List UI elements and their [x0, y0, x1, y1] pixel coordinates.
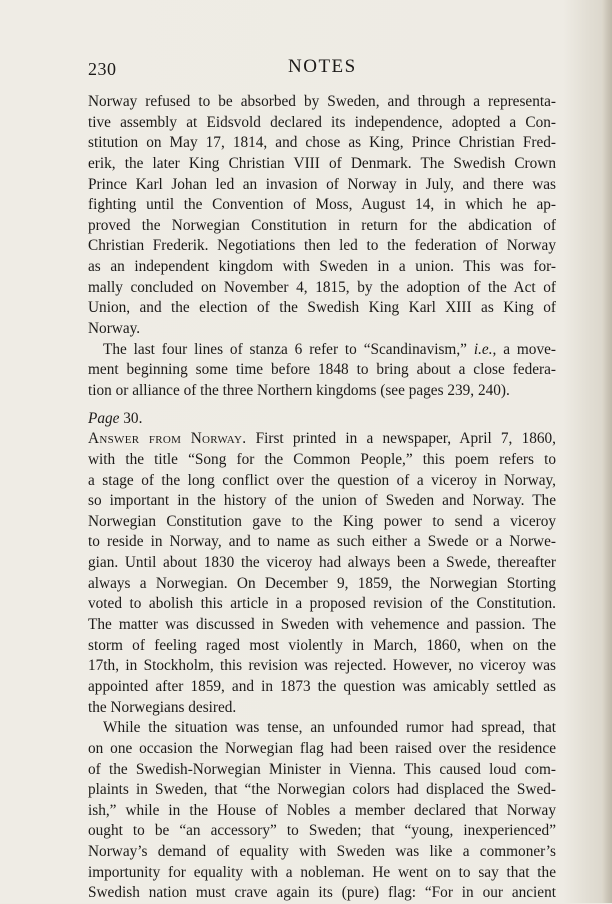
section-label [88, 409, 556, 430]
text-line: 17th, in Stockholm, this revision was rejected. However, no viceroy was [88, 657, 556, 675]
text-line: Norway refused to be absorbed by Sweden, and through a representa- [88, 93, 556, 110]
text-line: to reside in Norway, and to name as such either a Swede or a Norwe- [88, 533, 556, 551]
text-line: ish,” while in the House of Nobles a member declared that Norway [88, 801, 556, 819]
italic-abbreviation: i.e., [473, 340, 497, 358]
text-line: voted to abolish this article in a proposed revision of the Constitution. [88, 595, 556, 613]
text-line: stitution on May 17, 1814, and chose as King, Prince Christian Fred- [88, 134, 556, 152]
text-line [88, 429, 556, 450]
text-line: proved the Norwegian Constitution in return for the abdication of [88, 216, 556, 234]
text-line: the Norwegians desired. [88, 698, 237, 716]
text-line: with the title “Song for the Common People,” this poem refers to [88, 450, 556, 468]
text-line: storm of feeling raged most violently in March, 1860, when on the [88, 636, 556, 654]
text-line: erik, the later King Christian VIII of Denmark. The Swedish Crown [88, 154, 556, 172]
text-line: ought to be “an accessory” to Sweden; that “young, inexperienced” [88, 822, 556, 840]
text-line: plaints in Sweden, that “the Norwegian colors had displaced the Swed- [88, 781, 556, 799]
text-line: ment beginning some time before 1848 to bring about a close federa- [88, 361, 556, 379]
text-line: gian. Until about 1830 the viceroy had always been a Swede, thereafter [88, 554, 556, 572]
text-line: a stage of the long conflict over the question of a viceroy in Norway, [88, 471, 556, 489]
text-line: always a Norwegian. On December 9, 1859, the Norwegian Storting [88, 574, 556, 592]
text-run: First printed in a newspaper, April 7, 1860, [246, 430, 556, 448]
paragraph-answer-from-norway [88, 429, 556, 718]
text-line [88, 340, 556, 361]
page-gutter-shadow [602, 0, 612, 903]
text-line: Swedish nation must crave again its (pure) flag: “For in our ancient [88, 884, 556, 902]
poem-title: Answer from Norway. [88, 430, 247, 448]
section-page-number: 30. [123, 409, 143, 427]
page-number: 230 [88, 59, 117, 79]
text-line: tion or alliance of the three Northern kingdoms (see pages 239, 240). [88, 381, 510, 399]
text-line: of the Swedish-Norwegian Minister in Vienna. This caused loud com- [88, 760, 556, 778]
text-line: Union, and the election of the Swedish King Karl XIII as King of [88, 299, 556, 317]
text-line: Norwegian Constitution gave to the King power to send a viceroy [88, 512, 556, 530]
page-header [88, 56, 556, 80]
paragraph-flag-rumor [88, 718, 556, 904]
text-run: a move- [496, 340, 556, 358]
text-line: Norway. [88, 320, 141, 338]
notes-body [88, 92, 556, 904]
text-line: The matter was discussed in Sweden with vehemence and passion. The [88, 616, 556, 634]
text-line: Norway’s demand of equality with Sweden was like a commoner’s [88, 843, 556, 861]
text-line: Christian Frederik. Negotiations then led to the federation of Norway [88, 237, 556, 255]
text-line: Prince Karl Johan led an invasion of Norway in July, and there was [88, 175, 556, 193]
text-line: fighting until the Convention of Moss, August 14, in which he ap- [88, 196, 556, 214]
paragraph-scandinavism [88, 340, 556, 402]
text-line: as an independent kingdom with Sweden in a union. This was for- [88, 258, 556, 276]
text-line: on one occasion the Norwegian flag had been raised over the residence [88, 739, 556, 757]
section-label-word: Page [88, 409, 120, 427]
paragraph-norway-union [88, 92, 556, 340]
text-line: tive assembly at Eidsvold declared its independence, adopted a Con- [88, 113, 556, 131]
text-line: importunity for equality with a nobleman. He went on to say that the [88, 863, 556, 881]
running-title: NOTES [288, 56, 357, 77]
text-run: The last four lines of stanza 6 refer to “Scandinavism,” [103, 340, 474, 358]
text-line: appointed after 1859, and in 1873 the question was amicably settled as [88, 677, 556, 695]
text-line: While the situation was tense, an unfounded rumor had spread, that [103, 719, 556, 737]
text-line: mally concluded on November 4, 1815, by the adoption of the Act of [88, 278, 556, 296]
text-line: so important in the history of the union of Sweden and Norway. The [88, 492, 556, 510]
